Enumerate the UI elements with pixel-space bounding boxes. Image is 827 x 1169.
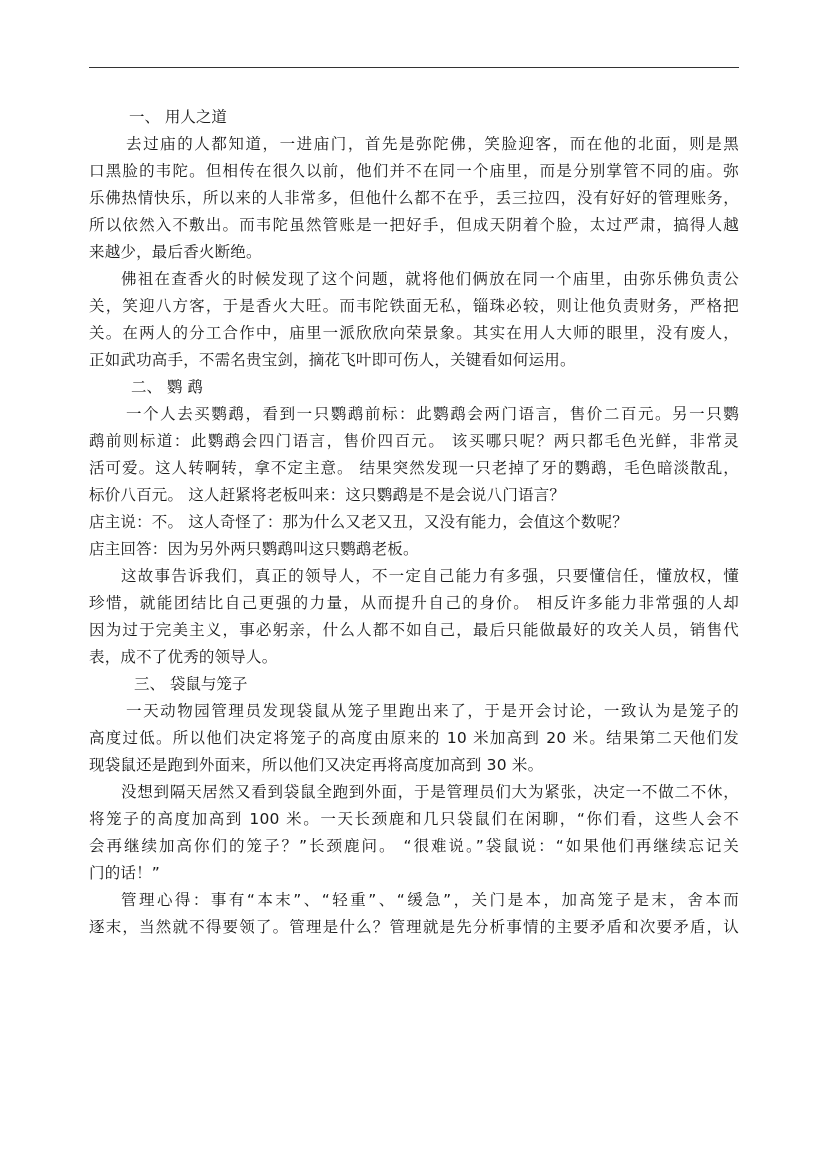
text-line: 没想到隔天居然又看到袋鼠全跑到外面，于是管理员们大为紧张，决定一不做二不休， <box>121 783 739 801</box>
paragraph <box>89 536 739 563</box>
text-line: 口黑脸的韦陀。但相传在很久以前，他们并不在同一个庙里，而是分别掌管不同的庙。弥 <box>89 162 739 180</box>
text-line: 关，笑迎八方客，于是香火大旺。而韦陀铁面无私，锱珠必较，则让他负责财务，严格把 <box>89 297 739 315</box>
text-line: 表，成不了优秀的领导人。 <box>89 648 278 666</box>
text-line: 正如武功高手，不需名贵宝剑，摘花飞叶即可伤人，关键看如何运用。 <box>89 351 576 369</box>
text-line: 来越少，最后香火断绝。 <box>89 243 262 261</box>
document-body <box>89 104 739 941</box>
section-heading-3: 三、 袋鼠与笼子 <box>134 675 248 693</box>
text-line: 关。在两人的分工合作中，庙里一派欣欣向荣景象。其实在用人大师的眼里，没有废人， <box>89 324 739 342</box>
text-line: 高度过低。所以他们决定将笼子的高度由原来的 10 米加高到 20 米。结果第二天他们发 <box>89 729 739 747</box>
text-line: 因为过于完美主义，事必躬亲，什么人都不如自己，最后只能做最好的攻关人员，销售代 <box>89 621 739 639</box>
text-line: 佛祖在查香火的时候发现了这个问题，就将他们俩放在同一个庙里，由弥乐佛负责公 <box>121 270 739 288</box>
paragraph <box>89 509 739 536</box>
paragraph <box>89 131 739 266</box>
paragraph <box>89 779 739 887</box>
paragraph <box>89 401 739 509</box>
text-line: 将笼子的高度加高到 100 米。一天长颈鹿和几只袋鼠们在闲聊，“你们看，这些人会不 <box>89 810 739 828</box>
paragraph <box>89 563 739 671</box>
text-line: 乐佛热情快乐，所以来的人非常多，但他什么都不在乎，丢三拉四，没有好好的管理账务， <box>89 189 739 207</box>
text-line: 现袋鼠还是跑到外面来，所以他们又决定再将高度加高到 30 米。 <box>89 756 544 774</box>
text-line: 所以依然入不敷出。而韦陀虽然管账是一把好手，但成天阴着个脸，太过严肃，搞得人越 <box>89 216 739 234</box>
paragraph <box>89 698 739 779</box>
paragraph <box>89 887 739 941</box>
header-divider <box>89 67 739 68</box>
text-line: 活可爱。这人转啊转，拿不定主意。 结果突然发现一只老掉了牙的鹦鹉，毛色暗淡散乱， <box>89 459 739 477</box>
paragraph <box>89 266 739 374</box>
text-line: 管理心得：事有“本末”、“轻重”、“缓急”，关门是本，加高笼子是末，舍本而 <box>121 891 739 909</box>
text-line: 标价八百元。 这人赶紧将老板叫来：这只鹦鹉是不是会说八门语言？ <box>89 486 566 504</box>
text-line: 去过庙的人都知道，一进庙门，首先是弥陀佛，笑脸迎客，而在他的北面，则是黑 <box>126 135 739 153</box>
text-line: 一个人去买鹦鹉，看到一只鹦鹉前标：此鹦鹉会两门语言，售价二百元。另一只鹦 <box>126 405 739 423</box>
text-line: 这故事告诉我们，真正的领导人，不一定自己能力有多强，只要懂信任，懂放权，懂 <box>121 567 739 585</box>
text-line: 逐末，当然就不得要领了。管理是什么？管理就是先分析事情的主要矛盾和次要矛盾，认 <box>89 918 739 936</box>
text-line: 会再继续加高你们的笼子？”长颈鹿问。 “很难说。”袋鼠说：“如果他们再继续忘记关 <box>89 837 739 855</box>
section-heading-1: 一、 用人之道 <box>129 108 227 126</box>
text-line: 店主回答：因为另外两只鹦鹉叫这只鹦鹉老板。 <box>89 540 419 558</box>
text-line: 鹉前则标道：此鹦鹉会四门语言，售价四百元。 该买哪只呢？两只都毛色光鲜，非常灵 <box>89 432 739 450</box>
text-line: 店主说：不。 这人奇怪了：那为什么又老又丑，又没有能力，会值这个数呢？ <box>89 513 628 531</box>
text-line: 一天动物园管理员发现袋鼠从笼子里跑出来了，于是开会讨论，一致认为是笼子的 <box>126 702 739 720</box>
text-line: 门的话！” <box>89 864 161 882</box>
text-line: 珍惜，就能团结比自己更强的力量，从而提升自己的身价。 相反许多能力非常强的人却 <box>89 594 739 612</box>
section-heading-2: 二、 鹦 鹉 <box>131 378 203 396</box>
